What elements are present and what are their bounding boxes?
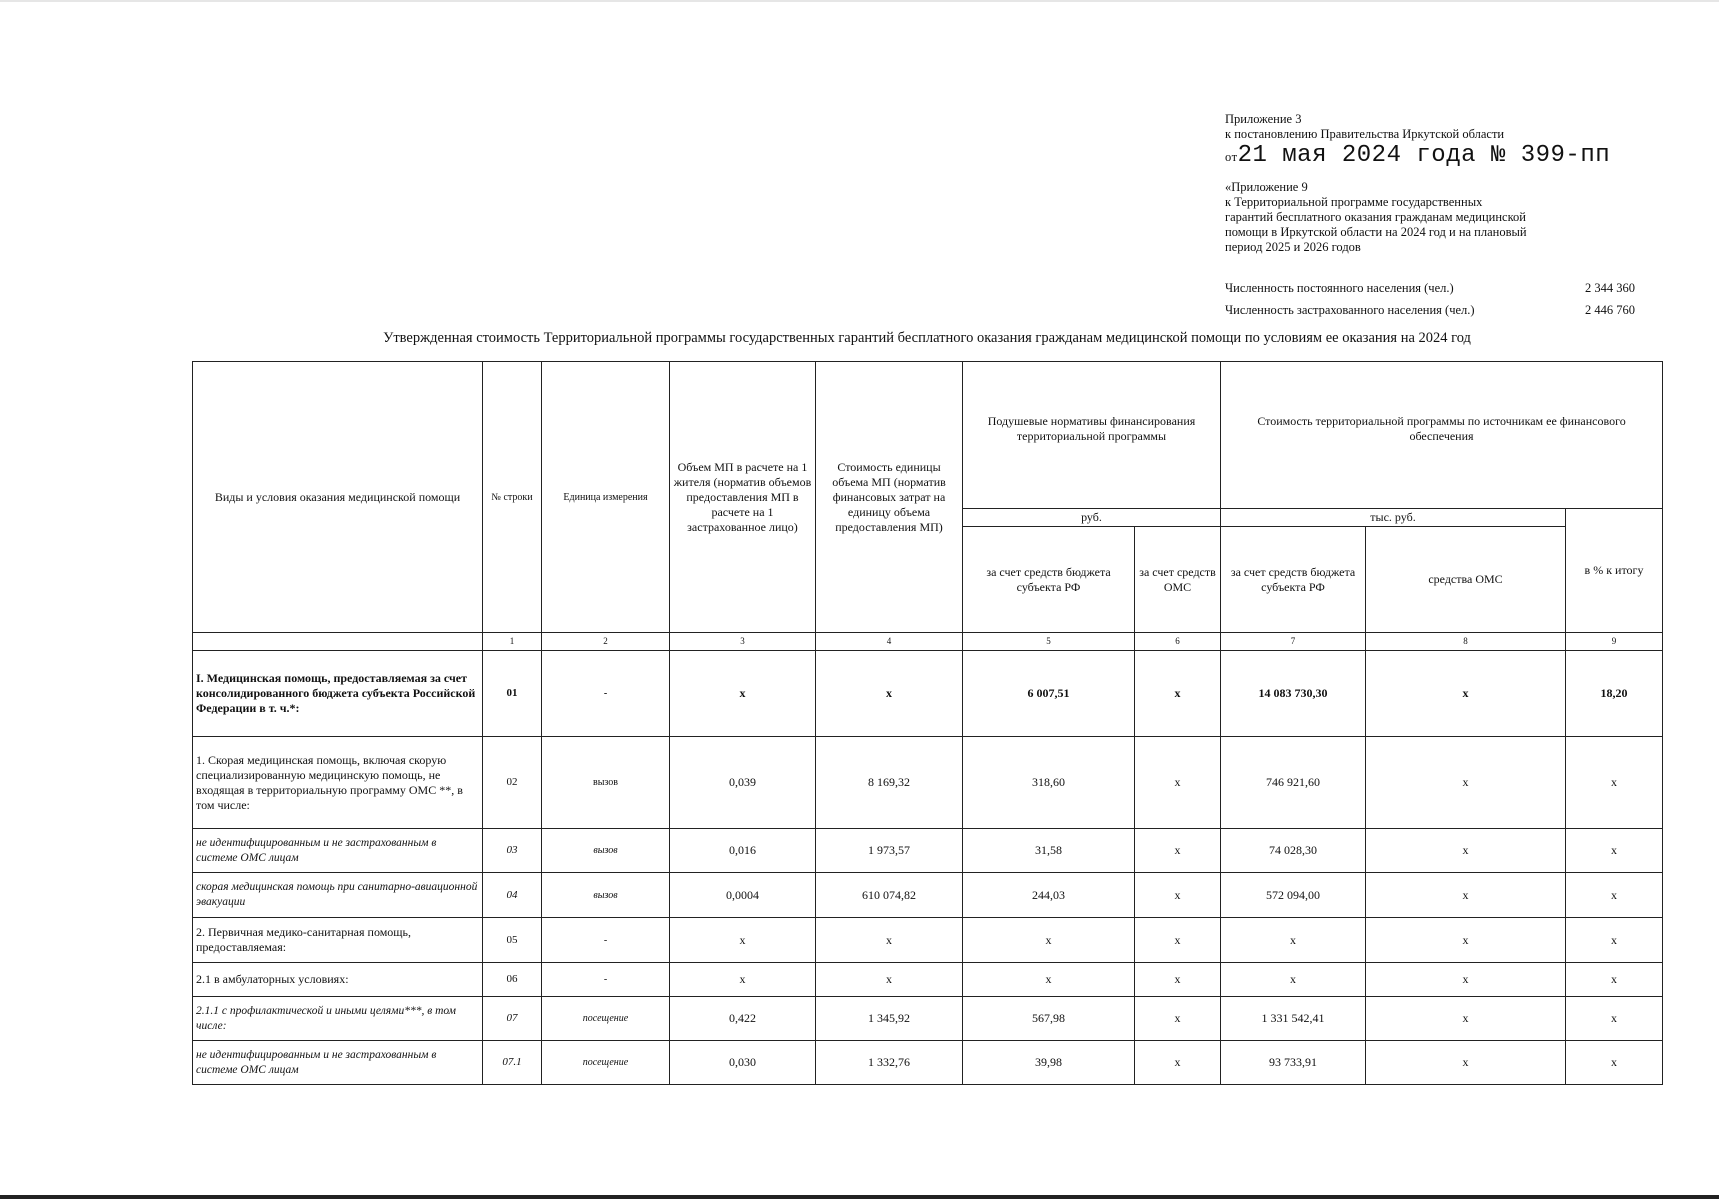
column-number: 6 <box>1135 633 1221 651</box>
date-stamp <box>1225 142 1610 169</box>
row-cost-budget: 74 028,30 <box>1221 829 1366 873</box>
column-number: 9 <box>1566 633 1663 651</box>
header-program-cost: Стоимость территориальной программы по источникам ее финансового обеспечения <box>1221 362 1663 509</box>
row-per-capita-oms: х <box>1135 1041 1221 1085</box>
row-volume: 0,422 <box>670 997 816 1041</box>
row-name: не идентифицированным и не застрахованным в системе ОМС лицам <box>193 1041 483 1085</box>
row-cost-oms: х <box>1366 737 1566 829</box>
insured-population-label: Численность застрахованного населения (чел.) <box>1225 303 1475 317</box>
header-oms-funds: средства ОМС <box>1366 527 1566 633</box>
table-row <box>193 873 1663 918</box>
header-kind: Виды и условия оказания медицинской помощи <box>193 362 483 633</box>
row-percent: х <box>1566 963 1663 997</box>
row-unit: посещение <box>542 997 670 1041</box>
row-volume: 0,016 <box>670 829 816 873</box>
row-code: 01 <box>483 651 542 737</box>
row-per-capita-budget: х <box>963 963 1135 997</box>
row-percent: х <box>1566 918 1663 963</box>
row-code: 03 <box>483 829 542 873</box>
insured-population-value: 2 446 760 <box>1585 303 1635 317</box>
column-number-blank <box>193 633 483 651</box>
row-volume: х <box>670 963 816 997</box>
row-per-capita-oms: х <box>1135 737 1221 829</box>
table-row <box>193 829 1663 873</box>
row-cost-oms: х <box>1366 918 1566 963</box>
row-cost-oms: х <box>1366 1041 1566 1085</box>
column-number: 4 <box>816 633 963 651</box>
row-percent: х <box>1566 1041 1663 1085</box>
row-unit: вызов <box>542 829 670 873</box>
row-volume: 0,039 <box>670 737 816 829</box>
row-code: 07 <box>483 997 542 1041</box>
column-number: 1 <box>483 633 542 651</box>
row-code: 07.1 <box>483 1041 542 1085</box>
header-unit: Единица измерения <box>542 362 670 633</box>
scan-edge-top <box>0 0 1719 2</box>
scan-edge-bottom <box>0 1195 1719 1199</box>
row-per-capita-budget: 318,60 <box>963 737 1135 829</box>
row-unit-cost: 1 345,92 <box>816 997 963 1041</box>
row-unit-cost: 610 074,82 <box>816 873 963 918</box>
column-number-row <box>193 633 1663 651</box>
row-name: скорая медицинская помощь при санитарно-авиационной эвакуации <box>193 873 483 918</box>
row-per-capita-budget: х <box>963 918 1135 963</box>
annex9-block <box>1225 180 1605 255</box>
insured-population <box>1225 303 1635 318</box>
table-row <box>193 737 1663 829</box>
annex-label: Приложение 3 <box>1225 112 1302 126</box>
row-per-capita-budget: 244,03 <box>963 873 1135 918</box>
row-name: 1. Скорая медицинская помощь, включая скорую специализированную медицинскую помощь, не входящая в территориальную программу ОМС **, в том числе: <box>193 737 483 829</box>
row-cost-oms: х <box>1366 829 1566 873</box>
row-unit: - <box>542 651 670 737</box>
row-cost-budget: 14 083 730,30 <box>1221 651 1366 737</box>
header-budget-subject: за счет средств бюджета субъекта РФ <box>963 527 1135 633</box>
row-name: I. Медицинская помощь, предоставляемая за счет консолидированного бюджета субъекта Российской Федерации в т. ч.*: <box>193 651 483 737</box>
header-row-no: № строки <box>483 362 542 633</box>
row-unit: - <box>542 963 670 997</box>
column-number: 5 <box>963 633 1135 651</box>
row-percent: х <box>1566 737 1663 829</box>
header-rub: руб. <box>963 509 1221 527</box>
column-number: 3 <box>670 633 816 651</box>
permanent-population-value: 2 344 360 <box>1585 281 1635 295</box>
table-row <box>193 997 1663 1041</box>
row-cost-oms: х <box>1366 963 1566 997</box>
header-per-capita: Подушевые нормативы финансирования территориальной программы <box>963 362 1221 509</box>
column-number: 7 <box>1221 633 1366 651</box>
permanent-population-label: Численность постоянного населения (чел.) <box>1225 281 1454 295</box>
row-cost-budget: 572 094,00 <box>1221 873 1366 918</box>
row-unit: вызов <box>542 737 670 829</box>
table-row <box>193 651 1663 737</box>
annex9-line: помощи в Иркутской области на 2024 год и на плановый <box>1225 225 1527 239</box>
column-number: 2 <box>542 633 670 651</box>
row-per-capita-oms: х <box>1135 873 1221 918</box>
row-unit-cost: 1 332,76 <box>816 1041 963 1085</box>
row-volume: х <box>670 918 816 963</box>
header-unit-cost: Стоимость единицы объема МП (норматив финансовых затрат на единицу объема предоставления МП) <box>816 362 963 633</box>
table-row <box>193 963 1663 997</box>
header-budget-subject-2: за счет средств бюджета субъекта РФ <box>1221 527 1366 633</box>
header-volume: Объем МП в расчете на 1 жителя (норматив объемов предоставления МП в расчете на 1 застрахованное лицо) <box>670 362 816 633</box>
row-cost-budget: х <box>1221 918 1366 963</box>
row-unit-cost: х <box>816 918 963 963</box>
row-cost-budget: 746 921,60 <box>1221 737 1366 829</box>
row-code: 02 <box>483 737 542 829</box>
row-volume: х <box>670 651 816 737</box>
row-cost-budget: 93 733,91 <box>1221 1041 1366 1085</box>
row-code: 05 <box>483 918 542 963</box>
row-name: 2.1 в амбулаторных условиях: <box>193 963 483 997</box>
header-oms-funds-short: за счет средств ОМС <box>1135 527 1221 633</box>
column-number: 8 <box>1366 633 1566 651</box>
header-thousand-rub: тыс. руб. <box>1221 509 1566 527</box>
date-stamp-text: 21 мая 2024 года № 399-пп <box>1237 142 1611 169</box>
annex9-line: период 2025 и 2026 годов <box>1225 240 1361 254</box>
row-unit-cost: х <box>816 651 963 737</box>
row-percent: 18,20 <box>1566 651 1663 737</box>
row-code: 04 <box>483 873 542 918</box>
document-title: Утвержденная стоимость Территориальной программы государственных гарантий бесплатного оказания гражданам медицинской помощи по условиям ее оказания на 2024 год <box>383 330 1471 346</box>
row-per-capita-budget: 31,58 <box>963 829 1135 873</box>
row-volume: 0,030 <box>670 1041 816 1085</box>
table-row <box>193 1041 1663 1085</box>
row-cost-budget: 1 331 542,41 <box>1221 997 1366 1041</box>
row-per-capita-oms: х <box>1135 963 1221 997</box>
annex9-line: «Приложение 9 <box>1225 180 1308 194</box>
row-per-capita-budget: 6 007,51 <box>963 651 1135 737</box>
annex9-line: к Территориальной программе государственных <box>1225 195 1483 209</box>
row-cost-oms: х <box>1366 651 1566 737</box>
date-prefix: от <box>1225 150 1238 164</box>
row-unit: посещение <box>542 1041 670 1085</box>
row-cost-oms: х <box>1366 873 1566 918</box>
resolution-label: к постановлению Правительства Иркутской области <box>1225 127 1505 141</box>
row-unit-cost: 8 169,32 <box>816 737 963 829</box>
row-unit-cost: 1 973,57 <box>816 829 963 873</box>
row-per-capita-budget: 39,98 <box>963 1041 1135 1085</box>
program-cost-table <box>192 361 1663 1085</box>
row-per-capita-budget: 567,98 <box>963 997 1135 1041</box>
annex-header <box>1225 112 1655 142</box>
row-percent: х <box>1566 873 1663 918</box>
row-unit: - <box>542 918 670 963</box>
row-name: 2.1.1 с профилактической и иными целями***, в том числе: <box>193 997 483 1041</box>
header-percent-total: в % к итогу <box>1566 509 1663 633</box>
row-name: 2. Первичная медико-санитарная помощь, предоставляемая: <box>193 918 483 963</box>
table-body <box>193 651 1663 1085</box>
row-cost-budget: х <box>1221 963 1366 997</box>
permanent-population <box>1225 281 1635 296</box>
row-name: не идентифицированным и не застрахованным в системе ОМС лицам <box>193 829 483 873</box>
row-percent: х <box>1566 829 1663 873</box>
annex9-line: гарантий бесплатного оказания гражданам медицинской <box>1225 210 1526 224</box>
row-percent: х <box>1566 997 1663 1041</box>
row-volume: 0,0004 <box>670 873 816 918</box>
table-row <box>193 918 1663 963</box>
row-code: 06 <box>483 963 542 997</box>
row-cost-oms: х <box>1366 997 1566 1041</box>
row-per-capita-oms: х <box>1135 651 1221 737</box>
row-unit-cost: х <box>816 963 963 997</box>
row-per-capita-oms: х <box>1135 829 1221 873</box>
row-unit: вызов <box>542 873 670 918</box>
row-per-capita-oms: х <box>1135 997 1221 1041</box>
row-per-capita-oms: х <box>1135 918 1221 963</box>
